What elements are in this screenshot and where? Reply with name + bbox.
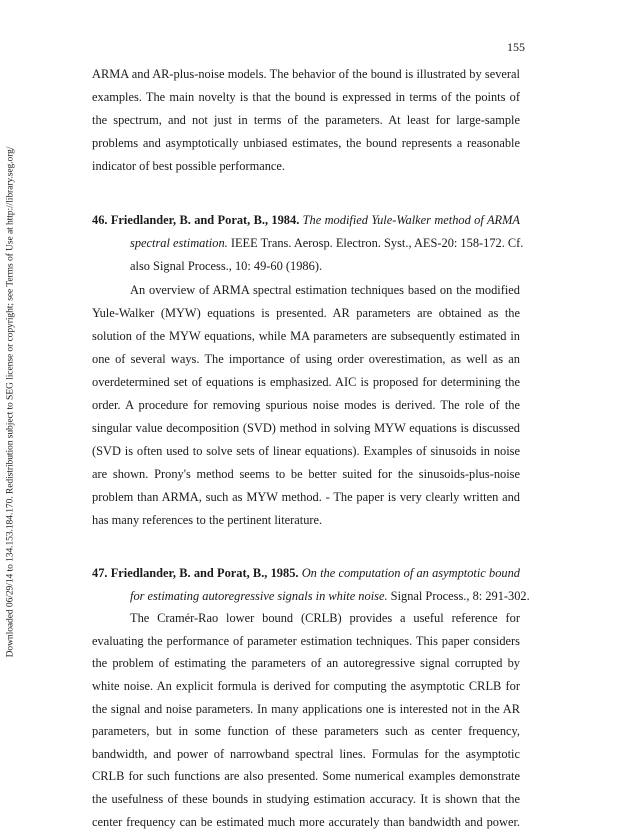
reference-46-abstract-line: one of several ways. The importance of using order overestimation, as well as an xyxy=(92,352,520,366)
reference-46-number: 46. xyxy=(92,213,108,227)
reference-46-abstract-line: An overview of ARMA spectral estimation techniques based on the modified xyxy=(130,283,520,297)
reference-46-title-cont: spectral estimation. xyxy=(130,236,228,250)
reference-47-abstract-line: the problem of estimating the parameters of an autoregressive signal corrupted by xyxy=(92,656,520,671)
reference-46-abstract-line: has many references to the pertinent literature. xyxy=(92,513,323,527)
download-stamp xyxy=(2,122,18,682)
reference-46-abstract-line: are shown. Prony's method seems to be better suited for the sinusoids-plus-noise xyxy=(92,467,520,481)
reference-46-abstract-line: Yule-Walker (MYW) equations is presented. AR parameters are obtained as the xyxy=(92,306,520,320)
reference-46-source-cont: also Signal Process., 10: 49-60 (1986). xyxy=(130,259,323,273)
intro-line: indicator of best possible performance. xyxy=(92,159,286,173)
page-number: 155 xyxy=(507,40,525,54)
reference-47-abstract-line: CRLB for such functions are also presented. Some numerical examples demonstrate xyxy=(92,769,520,784)
reference-47-abstract-line: the usefulness of these bounds in studying estimation accuracy. It is shown that the xyxy=(92,792,520,806)
reference-47-abstract-line: The Cramér-Rao lower bound (CRLB) provides a useful reference for xyxy=(130,611,520,626)
reference-46-authors: Friedlander, B. and Porat, B., 1984. xyxy=(110,213,300,227)
reference-46-source: IEEE Trans. Aerosp. Electron. Syst., AES-20: 158-172. Cf. xyxy=(230,236,524,250)
reference-46-abstract-line: singular value decomposition (SVD) method in solving MYW equations is discussed xyxy=(92,421,520,435)
reference-46-abstract-line: problem than ARMA, such as MYW method. - The paper is very clearly written and xyxy=(92,490,520,504)
intro-line: ARMA and AR-plus-noise models. The behavior of the bound is illustrated by several xyxy=(92,67,520,81)
reference-47-title: On the computation of an asymptotic bound xyxy=(301,566,520,580)
reference-46-heading xyxy=(92,212,520,228)
intro-line: the spectrum, and not just in terms of the parameters. At least for large-sample xyxy=(92,113,520,127)
reference-47-heading xyxy=(92,565,520,581)
intro-line: problems and asymptotically unbiased estimates, the bound represents a reasonable xyxy=(92,136,520,150)
reference-47-abstract-line: evaluating the performance of parameter estimation techniques. This paper considers xyxy=(92,633,520,648)
reference-46-abstract-line: order. A procedure for removing spurious noise modes is derived. The role of the xyxy=(92,398,520,412)
reference-47-title-cont: for estimating autoregressive signals in white noise. xyxy=(130,588,388,603)
reference-46-abstract-line: (SVD is often used to solve sets of linear equations). Examples of sinusoids in noise xyxy=(92,444,520,458)
reference-46-citation xyxy=(130,235,524,251)
download-stamp-text: Downloaded 06/29/14 to 134.153.184.170. Redistribution subject to SEG license or copyright; see Terms of Use at http://library.seg.org/ xyxy=(4,146,16,658)
reference-47-number: 47. xyxy=(92,566,108,580)
reference-47-abstract-line: the signal and noise parameters. In many applications one is interested not in the AR xyxy=(92,701,520,716)
reference-47-abstract-line: parameters, but in some function of these parameters such as center frequency, xyxy=(92,724,520,739)
reference-46-title: The modified Yule-Walker method of ARMA xyxy=(302,213,520,227)
reference-46-abstract-line: overdetermined set of equations is emphasized. AIC is proposed for determining the xyxy=(92,375,520,389)
intro-line: examples. The main novelty is that the bound is expressed in terms of the points of xyxy=(92,90,520,104)
reference-47-source: Signal Process., 8: 291-302. xyxy=(390,588,530,603)
reference-47-abstract-line: bandwidth, and power of narrowband spectral lines. Formulas for the asymptotic xyxy=(92,746,520,761)
reference-46-abstract-line: solution of the MYW equations, while MA parameters are subsequently estimated in xyxy=(92,329,520,343)
reference-47-abstract-line: white noise. An explicit formula is derived for computing the asymptotic CRLB for xyxy=(92,679,520,693)
reference-47-abstract-line: center frequency can be estimated much more accurately than bandwidth and power. xyxy=(92,814,520,829)
reference-47-citation xyxy=(130,588,530,604)
reference-47-authors: Friedlander, B. and Porat, B., 1985. xyxy=(110,566,299,580)
